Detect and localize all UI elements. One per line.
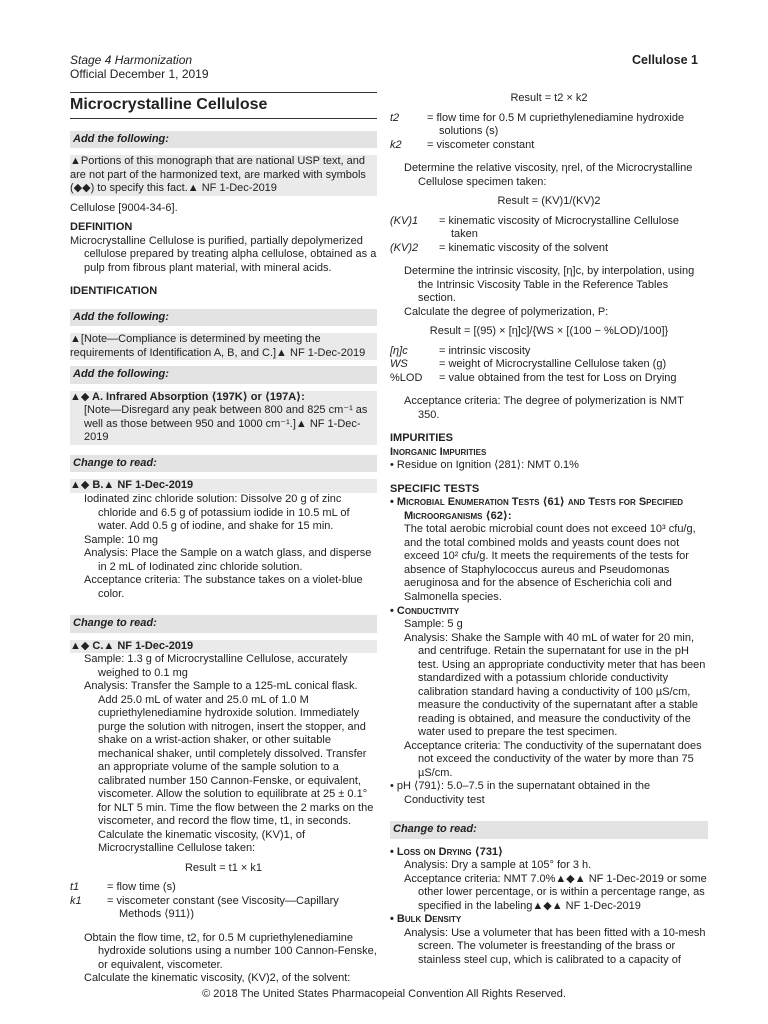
variable-def: WS = weight of Microcrystalline Cellulose taken (g) xyxy=(390,358,667,371)
change-to-read-bar: Change to read: xyxy=(390,821,708,839)
stage-label: Stage 4 Harmonization xyxy=(70,53,193,67)
polymerization-text: Calculate the degree of polymerization, P: xyxy=(404,305,609,318)
microbial-heading: • Microbial Enumeration Tests ⟨61⟩ and Tests for Specified Microorganisms ⟨62⟩: xyxy=(390,496,684,522)
copyright-footer: © 2018 The United States Pharmacopeial Convention All Rights Reserved. xyxy=(202,988,566,1000)
infrared-heading: ▲◆ A. Infrared Absorption ⟨197K⟩ or ⟨197A⟩: xyxy=(70,391,377,405)
equation-kv2: Result = t2 × k2 xyxy=(510,92,588,104)
add-following-bar: Add the following: xyxy=(70,131,377,149)
running-header xyxy=(70,53,209,81)
add-following-bar: Add the following: xyxy=(70,366,377,384)
test-c-obtain: Obtain the flow time, t2, for 0.5 M cupriethylenediamine hydroxide solutions using a number 100 Cannon-Fenske, or equivalent, viscometer. xyxy=(84,931,377,971)
variable-def: k1 = viscometer constant (see Viscosity—Capillary Methods ⟨911⟩) xyxy=(70,894,339,921)
cas-number: Cellulose [9004-34-6]. xyxy=(70,201,178,214)
specific-tests-heading: SPECIFIC TESTS xyxy=(390,482,480,495)
definition-text: Microcrystalline Cellulose is purified, partially depolymerized cellulose prepared by treating alpha cellulose, obtained as a pulp from fibrous plant material, with mineral acids. xyxy=(70,234,377,274)
polymerization-acceptance: Acceptance criteria: The degree of polymerization is NMT 350. xyxy=(404,395,684,421)
relative-viscosity-text: Determine the relative viscosity, ηrel, of the Microcrystalline Cellulose specimen taken: xyxy=(404,162,693,188)
variable-def: t1 = flow time (s) xyxy=(70,881,176,894)
test-c-analysis: Analysis: Transfer the Sample to a 125-mL conical flask. Add 25.0 mL of water and 25.0 mL of 1.0 M cupriethylenediamine hydroxide solution. Immediately purge the solution with nitrogen, insert the stopper, and shake on a wrist-action shaker, or other suitable mechanical shaker, until completely dissolved. Transfer an appropriate volume of the sample solution to a calibrated number 150 Cannon-Fenske, or equivalent, viscometer. Allow the solution to equilibrate at 25 ± 0.1° for NLT 5 min. Time the flow between the 2 marks on the viscometer, and record the flow time, t1, in seconds. Calculate the kinematic viscosity, (KV)1, of Microcrystalline Cellulose taken: xyxy=(84,680,374,855)
change-to-read-bar: Change to read: xyxy=(70,455,377,473)
loss-on-drying-acceptance: Acceptance criteria: NMT 7.0%▲◆▲ NF 1-Dec-2019 or some other lower percentage, or is within a percentage range, as specified in the labeling▲◆▲ NF 1-Dec-2019 xyxy=(404,872,707,912)
residue-on-ignition: • Residue on Ignition ⟨281⟩: NMT 0.1% xyxy=(390,459,579,472)
equation-kv1: Result = t1 × k1 xyxy=(184,861,263,874)
variable-def: t2 = flow time for 0.5 M cupriethylenediamine hydroxide solutions (s) xyxy=(390,111,685,138)
variable-def: %LOD = value obtained from the test for Loss on Drying xyxy=(390,371,677,384)
bulk-density-analysis: Analysis: Use a volumeter that has been fitted with a 10-mesh screen. The volumeter is freestanding of the brass or stainless steel cup, which is calibrated to a capacity of xyxy=(404,926,706,966)
infrared-note: [Note—Disregard any peak between 800 and 825 cm⁻¹ as well as those between 950 and 1000 cm⁻¹.]▲ NF 1-Dec-2019 xyxy=(70,404,377,445)
identification-heading: IDENTIFICATION xyxy=(70,285,158,298)
loss-on-drying-heading: • Loss on Drying ⟨731⟩ xyxy=(390,845,504,858)
left-column xyxy=(70,92,377,986)
official-date: Official December 1, 2019 xyxy=(70,67,209,82)
conductivity-sample: Sample: 5 g xyxy=(404,618,463,631)
definition-heading: DEFINITION xyxy=(70,221,133,234)
monograph-title: Microcrystalline Cellulose xyxy=(70,92,377,119)
bulk-density-heading: • Bulk Density xyxy=(390,913,462,926)
conductivity-heading: • Conductivity xyxy=(390,604,460,617)
impurities-heading: IMPURITIES xyxy=(390,432,453,445)
variable-def: (KV)2 = kinematic viscosity of the solvent xyxy=(390,241,609,254)
inorganic-heading: Inorganic Impurities xyxy=(390,445,487,458)
intrinsic-viscosity-text: Determine the intrinsic viscosity, [η]c, by interpolation, using the Intrinsic Viscosity Table in the Reference Tables section. xyxy=(404,265,695,305)
variable-def: [η]c = intrinsic viscosity xyxy=(390,344,531,357)
test-b-analysis: Analysis: Place the Sample on a watch glass, and disperse in 2 mL of Iodinated zinc chloride solution. xyxy=(84,547,372,573)
microbial-text: The total aerobic microbial count does not exceed 10³ cfu/g, and the total combined molds and yeasts count does not exceed 10² cfu/g. It meets the requirements of the tests for absence of Staphylococcus aureus and Pseudomonas aeruginosa and for the absence of Escherichia coli and Salmonella species. xyxy=(404,523,696,603)
iodinated-solution: Iodinated zinc chloride solution: Dissolve 20 g of zinc chloride and 6.5 g of potassium iodide in 10.5 mL of water. Add 0.5 g of iodine, and shake for 15 min. xyxy=(84,492,350,533)
test-c-heading: ▲◆ C.▲ NF 1-Dec-2019 xyxy=(70,640,377,654)
variable-def: k2 = viscometer constant xyxy=(390,138,535,151)
portions-note: ▲Portions of this monograph that are national USP text, and are not part of the harmonized text, are marked with symbols (◆◆) to specify this fact.▲ NF 1-Dec-2019 xyxy=(70,155,377,196)
test-c-sample: Sample: 1.3 g of Microcrystalline Cellulose, accurately weighed to 0.1 mg xyxy=(84,653,348,679)
identification-note: ▲[Note—Compliance is determined by meeting the requirements of Identification A, B, and C.]▲ NF 1-Dec-2019 xyxy=(70,333,377,360)
right-column xyxy=(390,92,708,967)
loss-on-drying-analysis: Analysis: Dry a sample at 105° for 3 h. xyxy=(404,859,592,872)
conductivity-acceptance: Acceptance criteria: The conductivity of the supernatant does not exceed the conductivity of the water by more than 75 µS/cm. xyxy=(404,739,702,779)
add-following-bar: Add the following: xyxy=(70,309,377,327)
equation-relative: Result = (KV)1/(KV)2 xyxy=(497,195,601,208)
change-to-read-bar: Change to read: xyxy=(70,615,377,633)
test-b-heading: ▲◆ B.▲ NF 1-Dec-2019 xyxy=(70,479,377,493)
conductivity-analysis: Analysis: Shake the Sample with 40 mL of water for 20 min, and centrifuge. Retain the supernatant for use in the pH test. Using an appropriate conductivity meter that has been standardized with a potassium chloride conductivity calibration standard having a conductivity of 100 µS/cm, measure the conductivity of the supernatant after a stable reading is obtained, and measure the conductivity of the water used to prepare the test specimen. xyxy=(404,631,706,739)
equation-polymerization: Result = [(95) × [η]c]/{WS × [(100 − %LOD)/100]} xyxy=(429,325,669,338)
page-title-header: Cellulose 1 xyxy=(632,53,698,67)
test-b-sample: Sample: 10 mg xyxy=(84,533,158,546)
test-c-calc: Calculate the kinematic viscosity, (KV)2, of the solvent: xyxy=(84,972,351,985)
test-b-acceptance: Acceptance criteria: The substance takes on a violet-blue color. xyxy=(84,574,363,600)
variable-def: (KV)1 = kinematic viscosity of Microcrystalline Cellulose taken xyxy=(390,214,679,241)
ph-test: • pH ⟨791⟩: 5.0–7.5 in the supernatant obtained in the Conductivity test xyxy=(390,780,651,806)
